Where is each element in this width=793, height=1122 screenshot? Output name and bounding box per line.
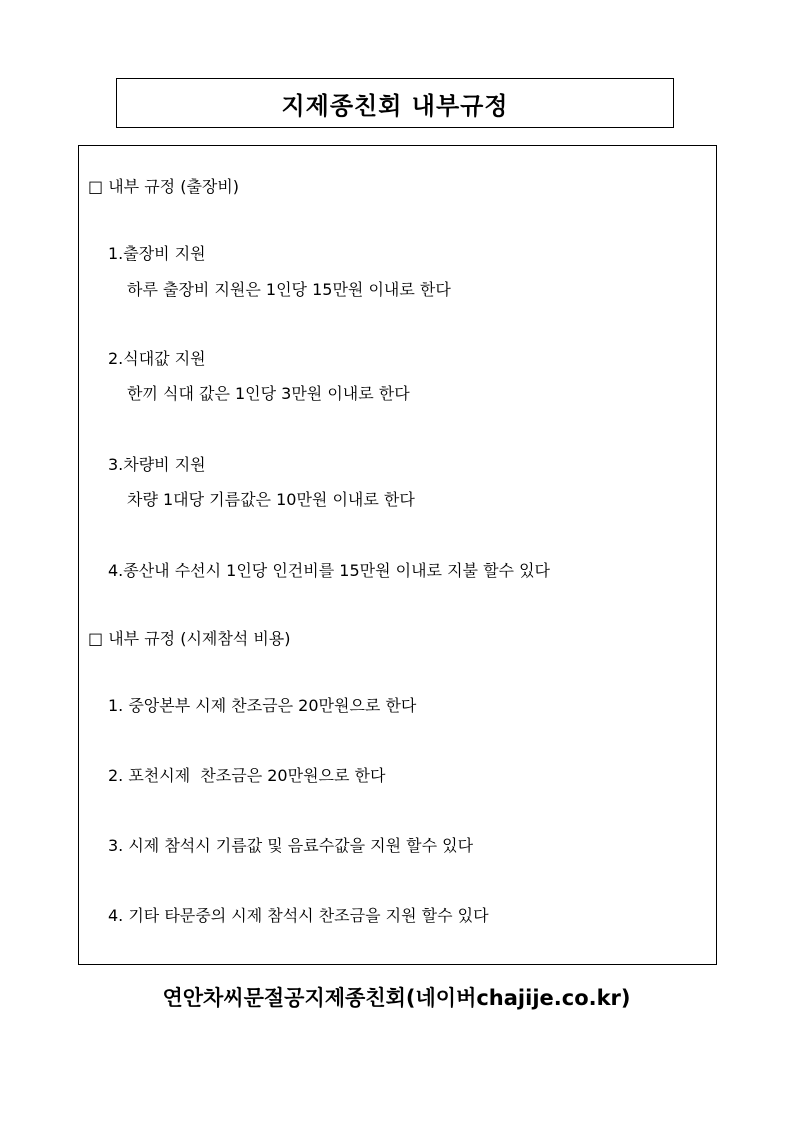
ceremony-item: 4. 기타 타문중의 시제 참석시 찬조금을 지원 할수 있다: [108, 906, 489, 925]
item-label: 2.식대값 지원: [108, 349, 206, 368]
title-box: [116, 78, 674, 128]
item-detail: 하루 출장비 지원은 1인당 15만원 이내로 한다: [127, 280, 451, 299]
section-heading-ceremony: □ 내부 규정 (시제참석 비용): [88, 629, 291, 648]
ceremony-item: 1. 중앙본부 시제 찬조금은 20만원으로 한다: [108, 696, 417, 715]
ceremony-item: 2. 포천시제 찬조금은 20만원으로 한다: [108, 766, 386, 785]
item-label: 4.종산내 수선시 1인당 인건비를 15만원 이내로 지불 할수 있다: [108, 561, 550, 580]
ceremony-item: 3. 시제 참석시 기름값 및 음료수값을 지원 할수 있다: [108, 836, 474, 855]
section-heading-travel: □ 내부 규정 (출장비): [88, 177, 240, 196]
item-label: 3.차량비 지원: [108, 455, 206, 474]
item-detail: 차량 1대당 기름값은 10만원 이내로 한다: [127, 490, 415, 509]
item-detail: 한끼 식대 값은 1인당 3만원 이내로 한다: [127, 384, 410, 403]
regulations-box: [78, 145, 717, 965]
document-title: 지제종친회 내부규정: [281, 91, 509, 120]
item-label: 1.출장비 지원: [108, 244, 206, 263]
footer-organization: 연안차씨문절공지제종친회(네이버chajije.co.kr): [162, 986, 631, 1010]
